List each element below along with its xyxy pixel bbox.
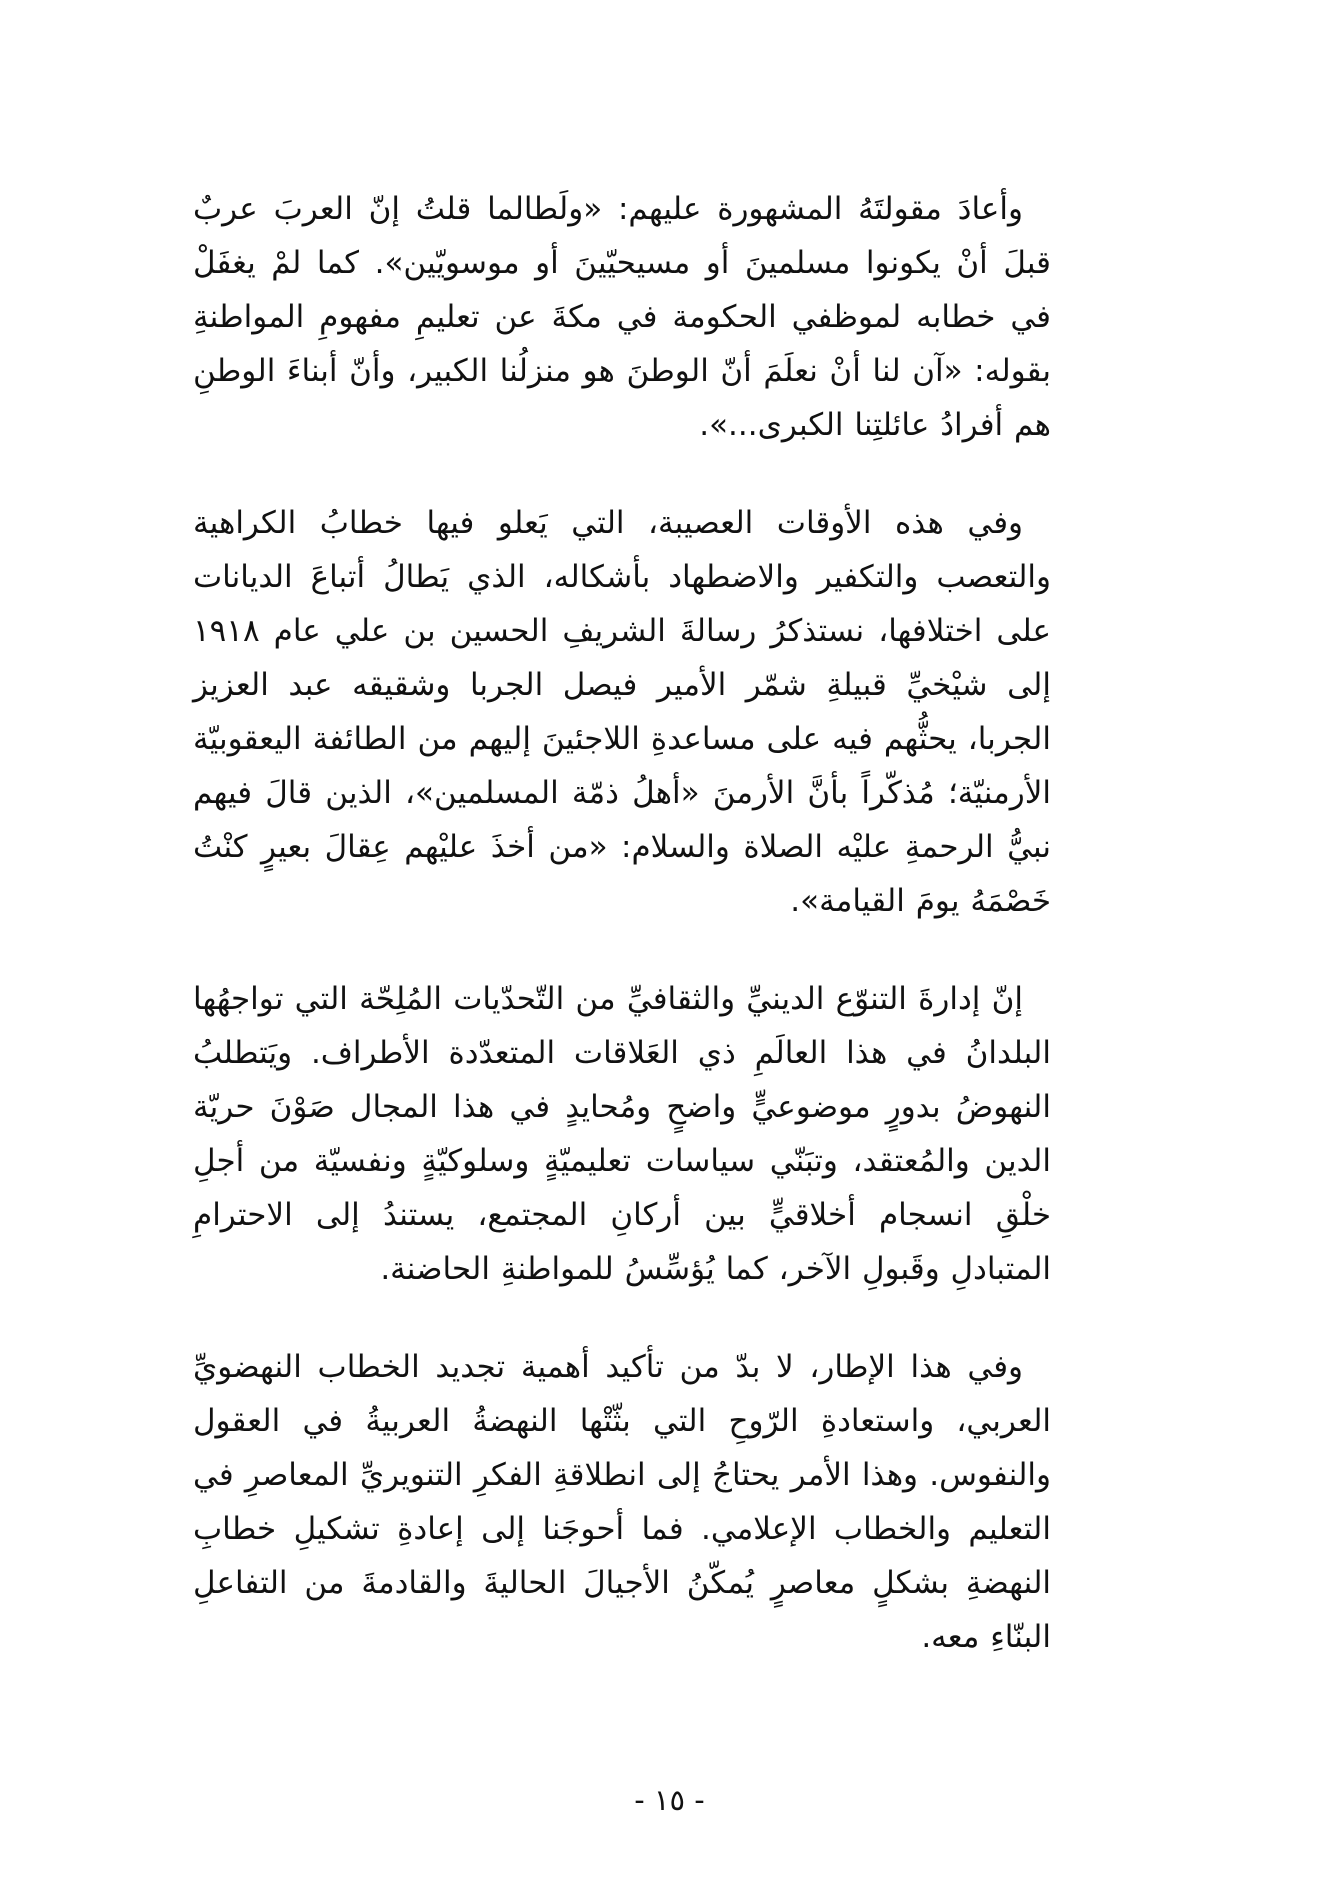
page-number: - ١٥ - xyxy=(634,1783,705,1817)
paragraph-2: وفي هذه الأوقات العصيبة، التي يَعلو فيها خطابُ الكراهية والتعصب والتكفير والاضطهاد بأشكاله، الذي يَطالُ أتباعَ الديانات على اختلافها، نستذكرُ رسالةَ الشريفِ الحسين بن علي عام ١٩١٨ إلى شيْخيِّ قبيلةِ شمّر الأمير فيصل الجربا وشقيقه عبد العزيز الجربا، يحثُّهم فيه على مساعدةِ اللاجئينَ إليهم من الطائفة اليعقوبيّة الأرمنيّة؛ مُذكّراً بأنَّ الأرمنَ «أهلُ ذمّة المسلمين»، الذين قالَ فيهم نبيُّ الرحمةِ عليْه الصلاة والسلام: «من أخذَ عليْهم عِقالَ بعيرٍ كنْتُ خَصْمَهُ يومَ القيامة». xyxy=(193,505,1051,919)
body-text xyxy=(193,182,1051,1708)
paragraph-1: وأعادَ مقولتَهُ المشهورة عليهم: «ولَطالما قلتُ إنّ العربَ عربٌ قبلَ أنْ يكونوا مسلمينَ أو مسيحيّينَ أو موسويّين». كما لمْ يغفَلْ في خطابه لموظفي الحكومة في مكةَ عن تعليمِ مفهومِ المواطنةِ بقوله: «آن لنا أنْ نعلَمَ أنّ الوطنَ هو منزلُنا الكبير، وأنّ أبناءَ الوطنِ هم أفرادُ عائلتِنا الكبرى...». xyxy=(193,191,1051,443)
paragraph-4: وفي هذا الإطار، لا بدّ من تأكيد أهمية تجديد الخطاب النهضويِّ العربي، واستعادةِ الرّوحِ التي بثّتْها النهضةُ العربيةُ في العقول والنفوس. وهذا الأمر يحتاجُ إلى انطلاقةِ الفكرِ التنويريِّ المعاصرِ في التعليم والخطاب الإعلامي. فما أحوجَنا إلى إعادةِ تشكيلِ خطابِ النهضةِ بشكلٍ معاصرٍ يُمكّنُ الأجيالَ الحاليةَ والقادمةَ من التفاعلِ البنّاءِ معه. xyxy=(193,1349,1051,1655)
paragraph-3: إنّ إدارةَ التنوّع الدينيِّ والثقافيِّ من التّحدّيات المُلِحّة التي تواجهُها البلدانُ في هذا العالَمِ ذي العَلاقات المتعدّدة الأطراف. ويَتطلبُ النهوضُ بدورٍ موضوعيٍّ واضحٍ ومُحايدٍ في هذا المجال صَوْنَ حريّة الدين والمُعتقد، وتبَنّي سياسات تعليميّةٍ وسلوكيّةٍ ونفسيّة من أجلِ خلْقِ انسجام أخلاقيٍّ بين أركانِ المجتمع، يستندُ إلى الاحترامِ المتبادلِ وقَبولِ الآخر، كما يُؤسِّسُ للمواطنةِ الحاضنة. xyxy=(193,981,1051,1287)
